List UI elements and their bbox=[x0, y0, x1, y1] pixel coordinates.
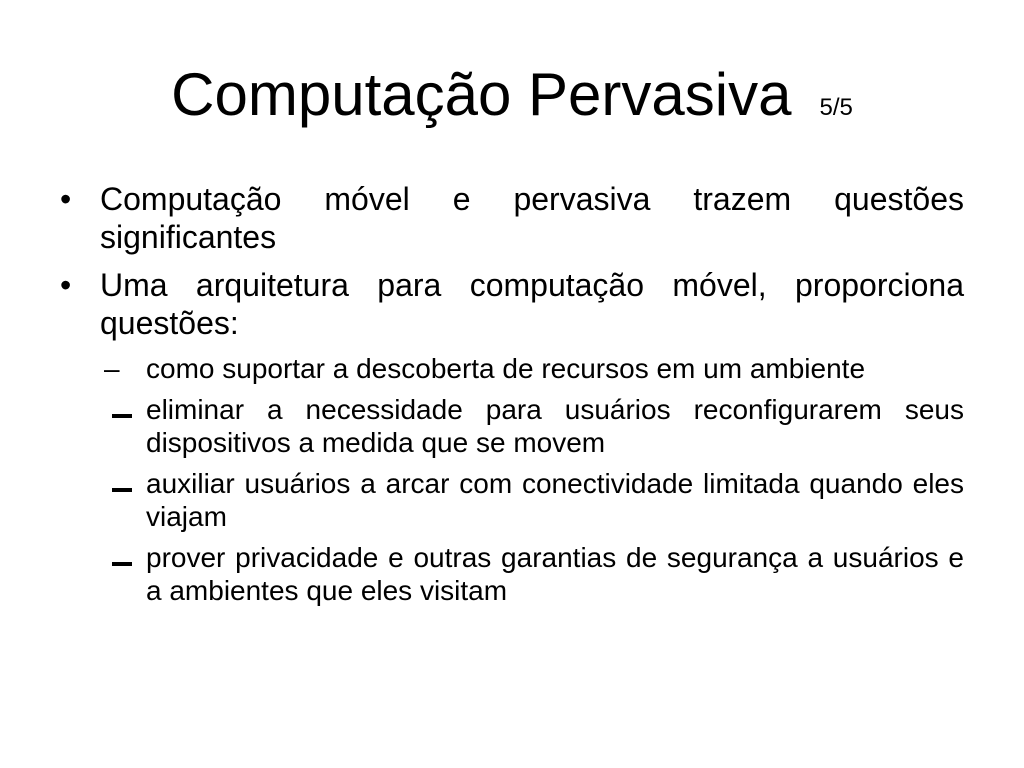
dash-marker bbox=[112, 562, 132, 566]
sub-bullet-text: eliminar a necessidade para usuários reconfigurarem seus dispositivos a medida que se movem bbox=[146, 394, 964, 458]
sub-bullet-item bbox=[104, 393, 964, 459]
sub-bullet-text: auxiliar usuários a arcar com conectividade limitada quando eles viajam bbox=[146, 468, 964, 532]
dash-marker bbox=[112, 414, 132, 418]
bullet-marker: • bbox=[60, 267, 72, 303]
sub-bullet-item bbox=[104, 352, 964, 385]
title-text: Computação Pervasiva bbox=[171, 61, 792, 128]
dash-marker: – bbox=[104, 353, 120, 384]
sub-bullet-item bbox=[104, 467, 964, 533]
bullet-list bbox=[60, 180, 964, 615]
sub-bullet-text: como suportar a descoberta de recursos em um ambiente bbox=[146, 353, 866, 384]
bullet-item bbox=[60, 180, 964, 256]
bullet-text: Uma arquitetura para computação móvel, proporciona questões: bbox=[100, 267, 964, 341]
sub-bullet-item bbox=[104, 541, 964, 607]
bullet-text: Computação móvel e pervasiva trazem questões significantes bbox=[100, 181, 964, 255]
sub-bullet-text: prover privacidade e outras garantias de segurança a usuários e a ambientes que eles visitam bbox=[146, 542, 964, 606]
bullet-marker: • bbox=[60, 181, 72, 217]
bullet-item bbox=[60, 266, 964, 342]
page-indicator: 5/5 bbox=[819, 94, 853, 121]
dash-marker bbox=[112, 488, 132, 492]
slide-title bbox=[0, 58, 1024, 145]
